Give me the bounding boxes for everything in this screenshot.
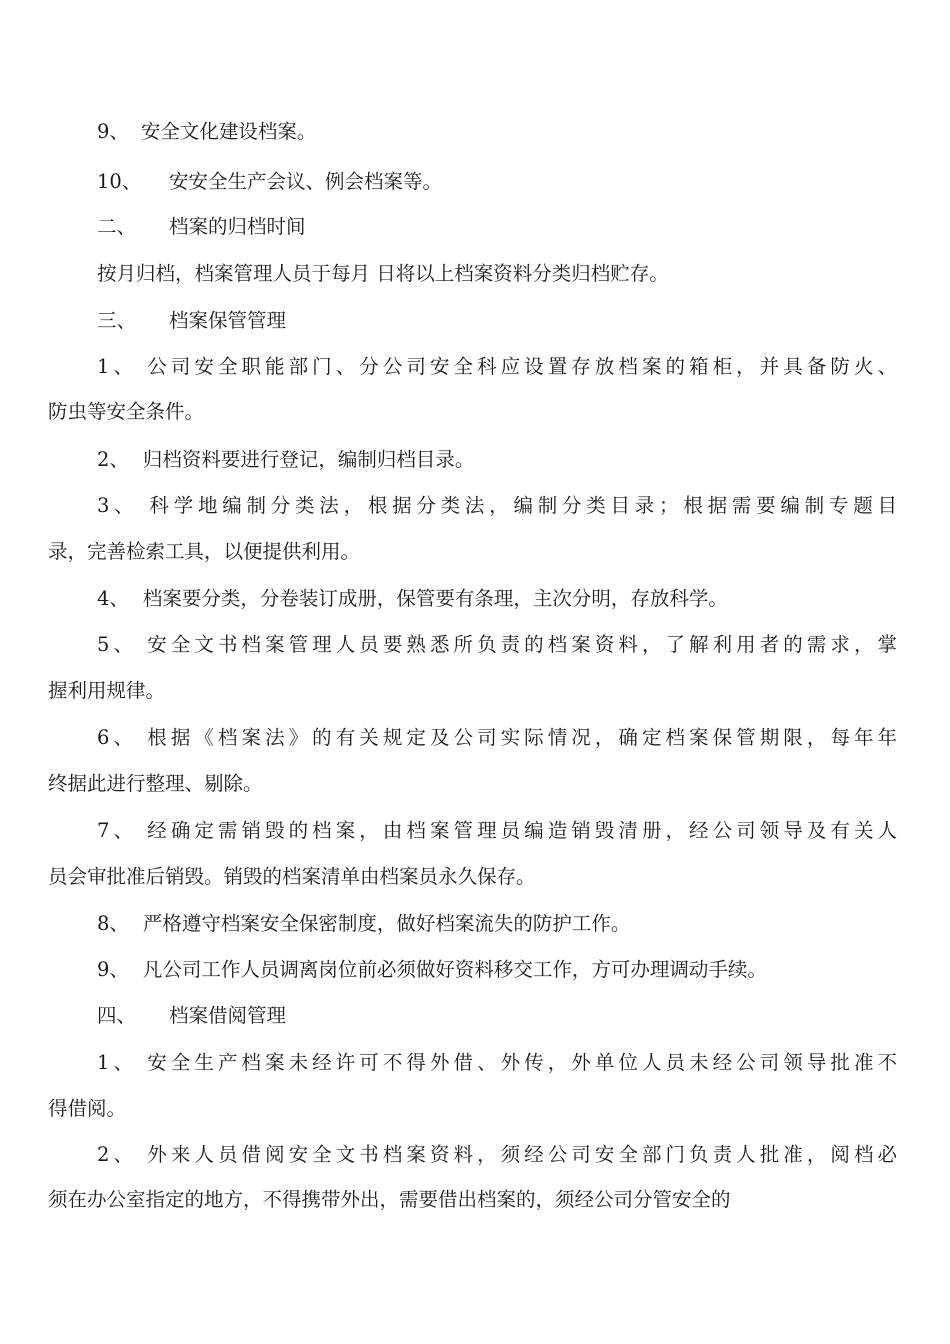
item-number: 2、 bbox=[97, 1143, 138, 1166]
item-text: 档案要分类，分卷装订成册，保管要有条理，主次分明，存放科学。 bbox=[142, 587, 728, 610]
section-heading-2 bbox=[97, 215, 306, 239]
list-item-1-lending bbox=[97, 1051, 897, 1075]
item-text-line-1: 科学地编制分类法，根据分类法，编制分类目录；根据需要编制专题目 bbox=[149, 494, 897, 517]
list-item-1-storage bbox=[97, 355, 897, 379]
list-item-3-classify-cont bbox=[48, 540, 360, 564]
list-item-9-culture bbox=[97, 120, 316, 144]
item-text: 严格遵守档案安全保密制度，做好档案流失的防护工作。 bbox=[142, 912, 631, 935]
section-title: 档案保管管理 bbox=[169, 309, 287, 332]
list-item-1-lending-cont bbox=[48, 1097, 126, 1121]
item-text-line-2: 得借阅。 bbox=[48, 1097, 127, 1120]
list-item-6-retention-cont bbox=[48, 772, 263, 796]
list-item-4-binding bbox=[97, 587, 728, 611]
item-text: 归档资料要进行登记，编制归档目录。 bbox=[142, 448, 475, 471]
item-text-line-2: 须在办公室指定的地方，不得携带外出，需要借出档案的，须经公司分管安全的 bbox=[48, 1188, 731, 1211]
list-item-5-familiar bbox=[97, 633, 897, 657]
item-number: 2、 bbox=[97, 448, 129, 471]
item-number: 1、 bbox=[97, 355, 138, 378]
item-number: 7、 bbox=[97, 819, 138, 842]
list-item-7-destroy-cont bbox=[48, 865, 536, 889]
list-item-10-meetings bbox=[97, 170, 442, 194]
section-number: 三、 bbox=[97, 309, 137, 332]
paragraph-text: 按月归档，档案管理人员于每月 日将以上档案资料分类归档贮存。 bbox=[97, 262, 669, 285]
item-text-line-1: 经确定需销毁的档案，由档案管理员编造销毁清册，经公司领导及有关人 bbox=[147, 819, 897, 842]
section-heading-4 bbox=[97, 1004, 286, 1028]
item-text: 安全文化建设档案。 bbox=[140, 120, 317, 143]
list-item-6-retention bbox=[97, 726, 897, 750]
item-number: 8、 bbox=[97, 912, 129, 935]
list-item-3-classify bbox=[97, 494, 897, 518]
list-item-7-destroy bbox=[97, 819, 897, 843]
list-item-8-confidential bbox=[97, 912, 630, 936]
list-item-2-external-borrow bbox=[97, 1143, 897, 1167]
section-title: 档案借阅管理 bbox=[169, 1004, 287, 1027]
item-text-line-1: 安全文书档案管理人员要熟悉所负责的档案资料，了解利用者的需求，掌 bbox=[147, 633, 897, 656]
item-number: 5、 bbox=[97, 633, 138, 656]
item-number: 1、 bbox=[97, 1051, 138, 1074]
item-text-line-1: 公司安全职能部门、分公司安全科应设置存放档案的箱柜，并具备防火、 bbox=[147, 355, 897, 378]
item-number: 10、 bbox=[97, 170, 142, 193]
section-number: 四、 bbox=[97, 1004, 137, 1027]
item-text: 凡公司工作人员调离岗位前必须做好资料移交工作，方可办理调动手续。 bbox=[142, 958, 767, 981]
section-title: 档案的归档时间 bbox=[169, 215, 306, 238]
list-item-1-storage-cont bbox=[48, 400, 204, 424]
item-number: 9、 bbox=[97, 120, 129, 143]
list-item-5-familiar-cont bbox=[48, 679, 165, 703]
item-text-line-2: 握利用规律。 bbox=[48, 679, 166, 702]
section-heading-3 bbox=[97, 309, 286, 333]
list-item-9-handover bbox=[97, 958, 767, 982]
list-item-2-register bbox=[97, 448, 474, 472]
list-item-2-external-borrow-cont bbox=[48, 1188, 731, 1212]
item-number: 4、 bbox=[97, 587, 129, 610]
item-text: 安安全生产会议、例会档案等。 bbox=[169, 170, 443, 193]
item-text-line-2: 录，完善检索工具，以便提供利用。 bbox=[48, 540, 361, 563]
item-number: 6、 bbox=[97, 726, 138, 749]
item-text-line-1: 安全生产档案未经许可不得外借、外传，外单位人员未经公司领导批准不 bbox=[147, 1051, 897, 1074]
item-text-line-2: 终据此进行整理、剔除。 bbox=[48, 772, 263, 795]
paragraph-archive-time bbox=[97, 262, 669, 286]
section-number: 二、 bbox=[97, 215, 137, 238]
item-text-line-2: 防虫等安全条件。 bbox=[48, 400, 205, 423]
item-text-line-1: 外来人员借阅安全文书档案资料，须经公司安全部门负责人批准，阅档必 bbox=[147, 1143, 897, 1166]
item-number: 9、 bbox=[97, 958, 129, 981]
item-number: 3、 bbox=[97, 494, 139, 517]
item-text-line-1: 根据《档案法》的有关规定及公司实际情况，确定档案保管期限，每年年 bbox=[147, 726, 897, 749]
item-text-line-2: 员会审批准后销毁。销毁的档案清单由档案员永久保存。 bbox=[48, 865, 536, 888]
